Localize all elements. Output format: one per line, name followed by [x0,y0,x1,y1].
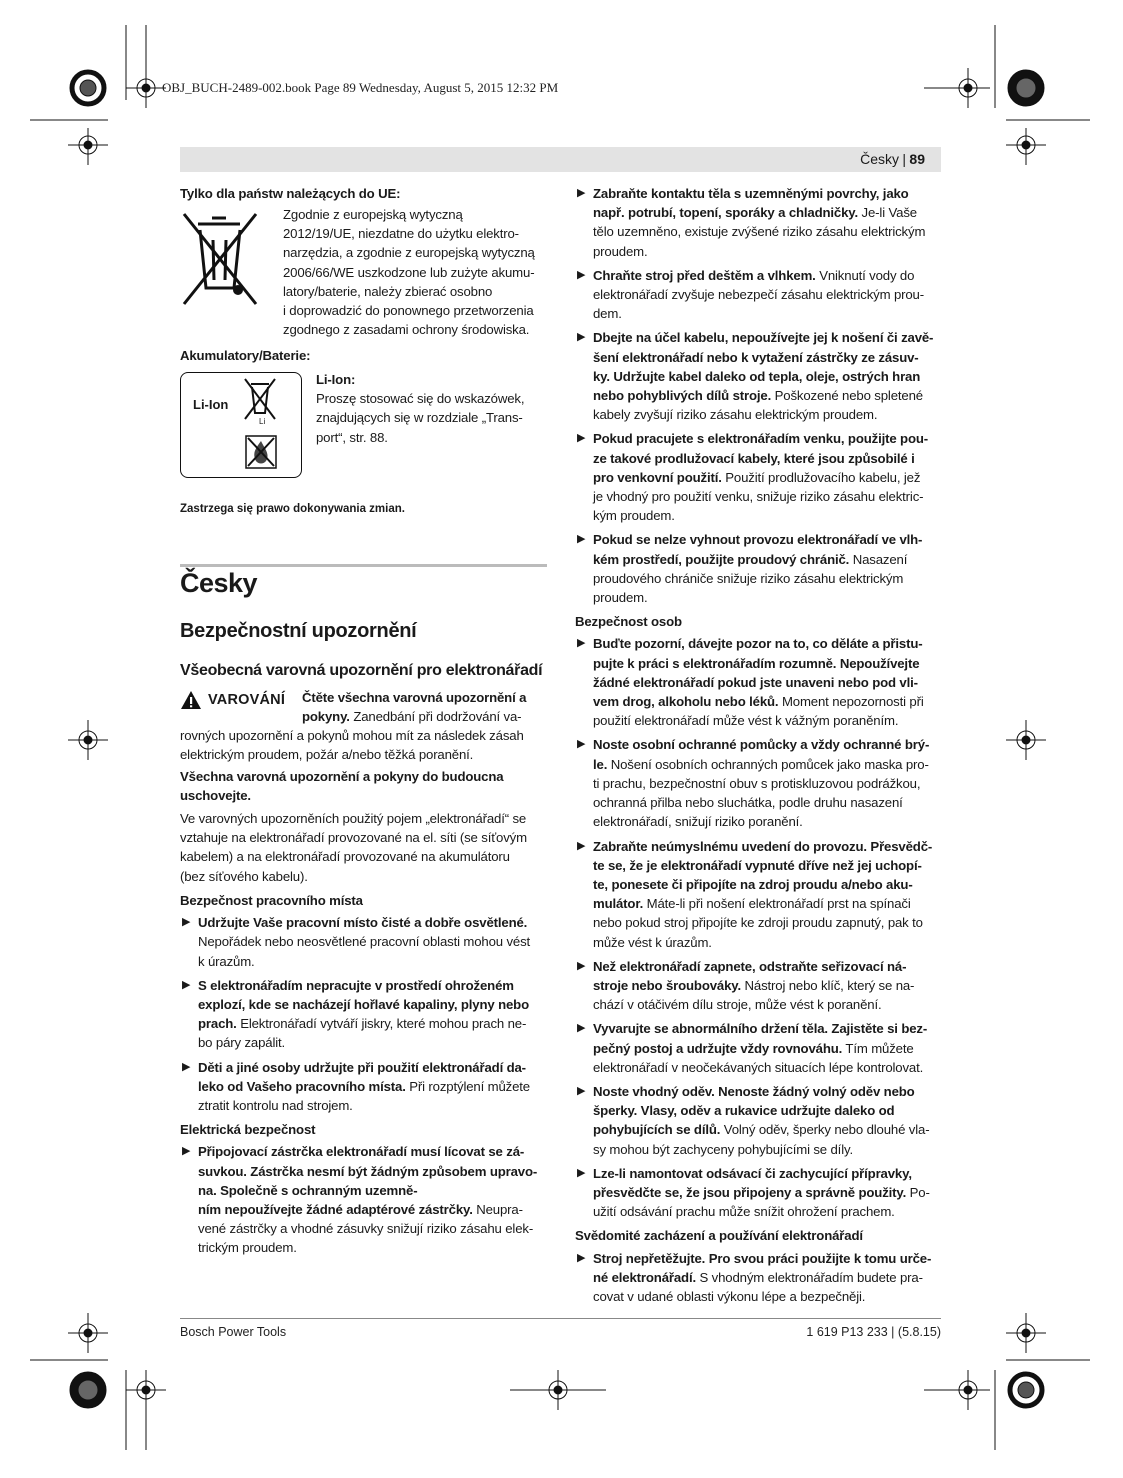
bullet-triangle-icon: ▶ [182,1145,191,1158]
list-item: ▶ Zabraňte kontaktu těla s uzemněnými povrchy, jako např. potrubí, topení, sporáky a chladničky. Je-li Vaše tělo uzemněno, existuje zvýšené riziko zásahu elektrickým proudem. [577,186,926,259]
bullet-triangle-icon: ▶ [577,187,586,199]
bullet-triangle-icon: ▶ [577,839,586,852]
rosette-icon [1008,70,1044,106]
warning-text: rovných upozornění a pokynů mohou mít za následek zásah elektrickým proudem, požár a/nebo těžká poranění. [180,728,524,763]
list-item: ▶ Stroj nepřetěžujte. Pro svou práci použijte k tomu urče- né elektronářadí. S vhodným elektronářadím budete pra- covat v udané oblasti výkonu lépe a bezpečněji. [577,1250,932,1304]
general-warnings-heading: Všeobecná varovná upozornění pro elektronářadí [180,662,543,679]
footer-left: Bosch Power Tools [180,1325,287,1339]
left-column-top [180,184,548,203]
header-language: Česky [860,151,899,167]
rosette-icon [1008,1372,1044,1408]
list-item: ▶ Připojovací zástrčka elektronářadí musí lícovat se zá- suvkou. Zástrčka nesmí být žádným způsobem upravo- na. Společně s ochranným uzemně- ním nepoužívejte žádné adaptérové zástrčky. Neupra- vené zástrčky a vhodné zásuvky snižují riziko zásahu elek- trickým proudem. [182,1144,538,1256]
keep-instructions: Všechna varovná upozornění a pokyny do budoucna uschovejte. [180,769,504,804]
bullet-triangle-icon: ▶ [577,1166,586,1179]
list-item: ▶ Chraňte stroj před deštěm a vlhkem. Vniknutí vody do elektronářadí zvyšuje nebezpečí zásahu elektrickým prou- dem. [577,267,924,322]
bullet-triangle-icon: ▶ [577,959,586,972]
crosshair-icon [30,120,108,165]
bullet-triangle-icon: ▶ [182,1060,191,1073]
crosshair-icon [1006,120,1090,165]
bullet-triangle-icon: ▶ [577,331,586,344]
bullet-triangle-icon: ▶ [182,916,191,929]
careful-use-heading: Svědomité zacházení a používání elektronářadí [575,1228,863,1244]
footer-rule [180,1318,941,1319]
warning-badge [180,690,285,710]
page-number: 89 [909,151,925,167]
list-item: ▶ Děti a jiné osoby udržujte při použití elektronářadí da- leko od Vašeho pracovního místa. Při rozptýlení můžete ztratit kontrolu nad strojem. [182,1059,530,1114]
crosshair-icon [924,1370,995,1450]
list-item: ▶ Buďte pozorní, dávejte pozor na to, co děláte a přistu- pujte k práci s elektronářadím rozumně. Nepoužívejte žádné elektronářadí pokud jste unaveni nebo pod vli- vem drog, alkoholu nebo léků. Moment nepozornosti při použití elektronářadí může vést k vážným poraněním. [577,636,924,729]
list-item: ▶ Pokud pracujete s elektronářadím venku, použijte pou- ze takové prodlužovací kabely, které jsou způsobilé i pro venkovní použití. Použití prodlužovacího kabelu, jež je vhodný pro použití venku, snižuje riziko zásahu elektric- kým proudem. [577,431,928,524]
li-label: Li [259,417,266,426]
crosshair-icon [126,1370,166,1450]
section-rule [180,564,547,567]
list-item: ▶ Zabraňte neúmyslnému uvedení do provozu. Přesvědč- te se, že je elektronářadí vypnuté dříve než jej uchopí- te, ponesete či připojíte na zdroj proudu a/nebo aku- mulátor. Máte-li při nošení elektronářadí prst na spínači nebo pokud stroj připojíte ke zdroji proudu zapnutý, pak to může vést k úrazům. [577,838,933,950]
print-info: OBJ_BUCH-2489-002.book Page 89 Wednesday, August 5, 2015 12:32 PM [162,80,559,95]
reserve-note: Zastrzega się prawo dokonywania zmian. [180,503,405,515]
bullet-triangle-icon: ▶ [577,1251,586,1264]
crosshair-icon [126,25,166,108]
rosette-icon [70,70,106,106]
crosshair-icon [510,1370,606,1410]
list-item: ▶ Než elektronářadí zapnete, odstraňte seřizovací ná- stroje nebo šroubováky. Nástroj nebo klíč, který se na- chází v otáčivém dílu stroje, může vést k poranění. [577,958,915,1013]
bullet-triangle-icon: ▶ [577,533,586,546]
header-separator: | [902,151,906,167]
list-item: ▶ Udržujte Vaše pracovní místo čisté a dobře osvětlené. Nepořádek nebo neosvětlené pracovní oblasti mohou vést k úrazům. [182,915,531,969]
list-item: ▶ Dbejte na účel kabelu, nepoužívejte jej k nošení či zavě- šení elektronářadí nebo k vytažení zástrčky ze zásuv- ky. Udržujte kabel daleko od tepla, oleje, ostrých hran nebo pohyblivých dílů stroje. Poškozené nebo spletené kabely zvyšují riziko zásahu elektrickým proudem. [577,330,934,423]
page-header [180,147,941,172]
list-item: ▶ Lze-li namontovat odsávací či zachycující přípravky, přesvědčte se, že jsou připojeny a správně použity. Po- užití odsávání prachu může snížit ohrožení prachem. [577,1165,930,1220]
footer-right: 1 619 P13 233 | (5.8.15) [806,1325,941,1339]
list-item: ▶ Noste vhodný oděv. Nenoste žádný volný oděv nebo šperky. Vlasy, oděv a rukavice udržujte daleko od pohybujících se dílů. Volný oděv, šperky nebo dlouhé vla- sy mohou být zachyceny pohybujícími se díly. [577,1083,930,1157]
list-item: ▶ Pokud se nelze vyhnout provozu elektronářadí ve vlh- kém prostředí, použijte proudový chránič. Nasazení proudového chrániče snižuje riziko zásahu elektrickým proudem. [577,532,923,606]
crosshair-icon [68,720,108,760]
bullet-triangle-icon: ▶ [577,268,586,281]
li-ion-badge: Li-Ion [193,397,229,412]
list-item: ▶ Vyvarujte se abnormálního držení těla. Zajistěte si bez- pečný postoj a udržujte vždy rovnováhu. Tím můžete elektronářadí v neočekávaných situacích lépe kontrolovat. [577,1021,928,1075]
list-item: ▶ S elektronářadím nepracujte v prostředí ohroženém explozí, kde se nacházejí hořlavé kapaliny, plyny nebo prach. Elektronářadí vytváří jiskry, které mohou prach ne- bo páry zapálit. [182,977,529,1051]
eu-heading: Tylko dla państw należących do UE: [180,186,401,201]
crosshair-icon [1006,720,1046,760]
bullet-triangle-icon: ▶ [577,637,586,650]
list-item: ▶ Noste osobní ochranné pomůcky a vždy ochranné brý- le. Nošení osobních ochranných pomůcek jako maska pro- ti prachu, bezpečnostní obuv s protiskluzovou podrážkou, ochranná přilba nebo sluchátka, podle druhu nasazení elektronářadí, snižují riziko poranění. [577,737,930,830]
bullet-triangle-icon: ▶ [182,978,191,991]
crosshair-icon [30,1313,108,1360]
no-fire-icon [245,435,277,469]
li-ion-label-box [180,372,302,478]
bullet-triangle-icon: ▶ [577,1022,586,1035]
bullet-triangle-icon: ▶ [577,1084,586,1097]
crossed-bin-icon [180,210,260,308]
persons-heading: Bezpečnost osob [575,614,682,630]
section-title: Česky [180,568,258,598]
work-area-section: Bezpečnost pracovního místa ▶ Udržujte Vaše pracovní místo čisté a dobře osvětlené. Nepořádek nebo neosvětlené pracovní oblasti mohou vést k úrazům. ▶ S elektronářadím nepracujte v prostředí ohroženém explozí, kde se nacházejí hořlavé kapaliny, plyny nebo prach. Elektronářadí vytváří jiskry, které mohou prach ne- bo páry zapálit. ▶ Děti a jiné osoby udržujte při použití elektronářadí da- leko od Vašeho pracovního místa. Při rozptýlení můžete ztratit kontrolu nad strojem. Elektrická bezpečnost ▶ Připojovací zástrčka elektronářadí musí lícovat se zá- suvkou. Zástrčka nesmí být žádným způsobem upravo- na. Společně s ochranným uzemně- ním nepoužívejte žádné adaptérové zástrčky. Neupra- vené zástrčky a vhodné zásuvky snižují riziko zásahu elek- trickým proudem. [180,891,550,1263]
bullet-triangle-icon: ▶ [577,432,586,445]
definition-text: Ve varovných upozorněních použitý pojem „elektronářadí“ se vztahuje na elektronářadí provozované na el. síti (se síťovým kabelem) a na elektronářadí provozované na akumulátoru (bez síťového kabelu). [180,811,527,884]
bullet-triangle-icon: ▶ [577,738,586,751]
akku-heading: Akumulatory/Baterie: [180,348,311,363]
crosshair-icon [924,25,995,108]
warning-label: VAROVÁNÍ [208,692,286,708]
rosette-icon [70,1372,106,1408]
crosshair-icon [1006,1313,1090,1360]
section-subtitle: Bezpečnostní upozornění [180,620,417,642]
warning-triangle-icon [180,690,202,710]
eu-text: Zgodnie z europejską wytyczną 2012/19/UE, niezdatne do użytku elektro- narzędzia, a zgodnie z europejską wytyczną 2006/66/WE uszkodzone lub zużyte akumu- latory/baterie, należy zbierać osobno i doprowadzić do ponownego przetworzenia zgodnego z zasadami ochrony środowiska. [283,207,535,338]
right-column [575,184,943,1311]
li-ion-text: Li-Ion: Proszę stosować się do wskazówek, znajdujących się w rozdziale „Trans- port“, str. 88. [316,372,525,445]
